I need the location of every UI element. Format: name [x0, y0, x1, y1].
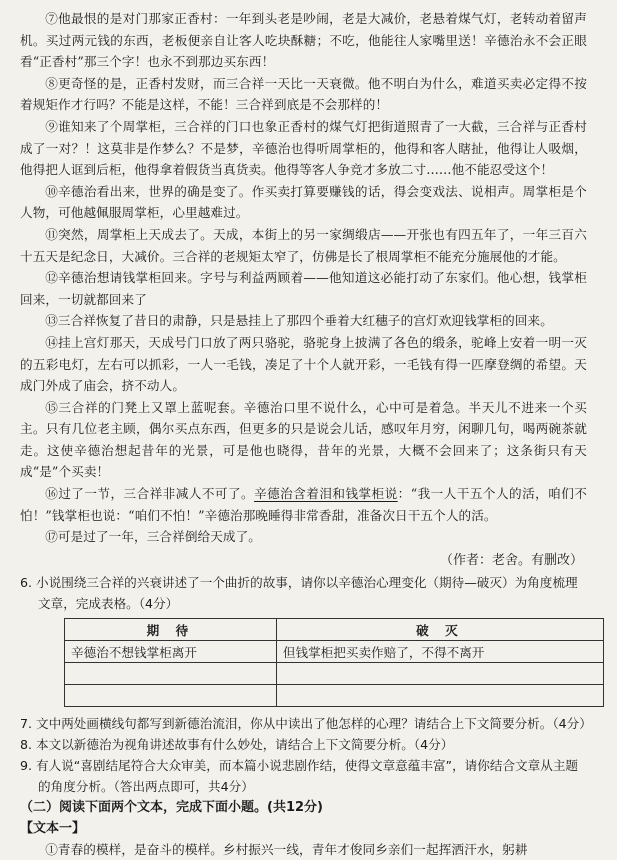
- table-cell-empty[interactable]: [276, 684, 603, 706]
- paragraph-12: ⑫辛德治想请钱掌柜回来。字号与利益两顾着——他知道这必能打动了东家们。他心想，钱掌柜回来，一切就都回来了: [20, 270, 587, 307]
- table-header-row: [65, 618, 604, 640]
- table-cell-empty[interactable]: [65, 684, 277, 706]
- paragraph-13: ⑬三合祥恢复了昔日的肃静，只是悬挂上了那四个垂着大红穗子的宫灯欢迎钱掌柜的回来。: [45, 313, 553, 329]
- table-cell-empty[interactable]: [65, 662, 277, 684]
- paragraph-16-end: ：“我一人干五个人的活，咱们不怕！”钱掌柜也说：“咱们不怕！”辛德治那晚睡得非常香甜，准备次日干五个人的活。: [20, 486, 587, 523]
- table-row: [65, 684, 604, 706]
- paragraph-15: ⑮三合祥的门凳上又罩上蓝呢套。辛德治口里不说什么，心中可是着急。半天儿不进来一个买主。只有几位老主顾，偶尔买点东西，但更多的只是说会儿话，感叹年月穷，闲聊几句，喝两碗茶就走。这使辛德治想起昔年的光景，可是他也晓得，昔年的光景，大概不会回来了；这条街只有天成“是”个买卖！: [20, 399, 587, 480]
- paragraph-10: ⑩辛德治看出来，世界的确是变了。作买卖打算要赚钱的话，得会变戏法、说相声。周掌柜是个人物，可他越佩服周掌柜，心里越难过。: [20, 183, 587, 221]
- author-credit: （作者：老舍。有删改）: [439, 552, 583, 568]
- paragraph-14: ⑭挂上宫灯那天，天成号门口放了两只骆驼，骆驼身上披满了各色的缎条，驼峰上安着一明一灭的五彩电灯，左右可以抓彩，一人一毛钱，凑足了十个人就开彩，一毛钱有得一匹摩登绸的希望。天成门外成了庙会，挤不动人。: [20, 334, 587, 394]
- table-header-expectation: 期 待: [65, 618, 277, 640]
- paragraph-11: ⑪突然，周掌柜上天成去了。天成，本街上的另一家绸缎店——开张也有四五年了，一年三百六十五天是纪念日，大减价。三合祥的老规矩太窄了，仿佛是长了根周掌柜不能充分施展他的才能。: [20, 226, 587, 264]
- text-1-paragraph-1: ①青春的模样，是奋斗的模样。乡村振兴一线，青年才俊同乡亲们一起挥洒汗水，躬耕: [45, 841, 528, 857]
- text-1-label: 【文本一】: [20, 820, 86, 836]
- question-8: 8. 本文以新德治为视角讲述故事有什么妙处，请结合上下文简要分析。（4分）: [20, 736, 454, 752]
- paragraph-16: [20, 483, 587, 526]
- answer-table: [64, 618, 604, 707]
- question-6: 6. 小说围绕三合祥的兴衰讲述了一个曲折的故事，请你以辛德治心理变化（期待—破灭）为角度梳理文章，完成表格。（4分）: [20, 574, 578, 611]
- underlined-sentence: 辛德治含着泪和钱掌柜说: [254, 486, 398, 502]
- paragraph-7: ⑦他最恨的是对门那家正香村：一年到头老是吵闹，老是大减价，老悬着煤气灯，老转动着留声机。买过两元钱的东西，老板便亲自让客人吃块酥糖；不吃，他能往人家嘴里送！辛德治永不会正眼看“正香村”那三个字！也永不到那边买东西！: [20, 11, 587, 70]
- table-cell: 辛德治不想钱掌柜离开: [65, 640, 277, 662]
- table-row: [65, 662, 604, 684]
- story-excerpt: [20, 8, 587, 572]
- section-2-heading: （二）阅读下面两个文本，完成下面小题。(共12分): [20, 799, 323, 815]
- table-row: [65, 640, 604, 662]
- paragraph-16-start: ⑯过了一节，三合祥非减人不可了。: [45, 486, 255, 502]
- paragraph-8: ⑧更奇怪的是，正香村发财，而三合祥一天比一天衰微。他不明白为什么，难道买卖必定得不按着规矩作才行吗？不能是这样，不能！三合祥到底是不会那样的！: [20, 75, 587, 113]
- question-9: 9. 有人说“喜剧结尾符合大众审美，而本篇小说悲剧作结，使得文章意蕴丰富”，请你结合文章从主题的角度分析。（答出两点即可，共4分）: [20, 757, 579, 794]
- paragraph-17: ⑰可是过了一年，三合祥倒给天成了。: [45, 529, 261, 545]
- question-7: 7. 文中两处画横线句都写到新德治流泪，你从中读出了他怎样的心理？请结合上下文简要分析。（4分）: [20, 715, 592, 731]
- table-cell-empty[interactable]: [276, 662, 603, 684]
- table-cell: 但钱掌柜把买卖作赔了，不得不离开: [276, 640, 603, 662]
- paragraph-9: ⑨谁知来了个周掌柜，三合祥的门口也象正香村的煤气灯把街道照青了一大截，三合祥与正香村成了一对？！这莫非是作梦么？不是梦，辛德治也得听周掌柜的，他得和客人瞎扯，他得让人吸烟，他得把人诓到后柜，他得拿着假货当真货卖。他得等客人争竞才多放二寸……他不能忍受这个！: [20, 118, 587, 178]
- table-header-disillusion: 破 灭: [276, 618, 603, 640]
